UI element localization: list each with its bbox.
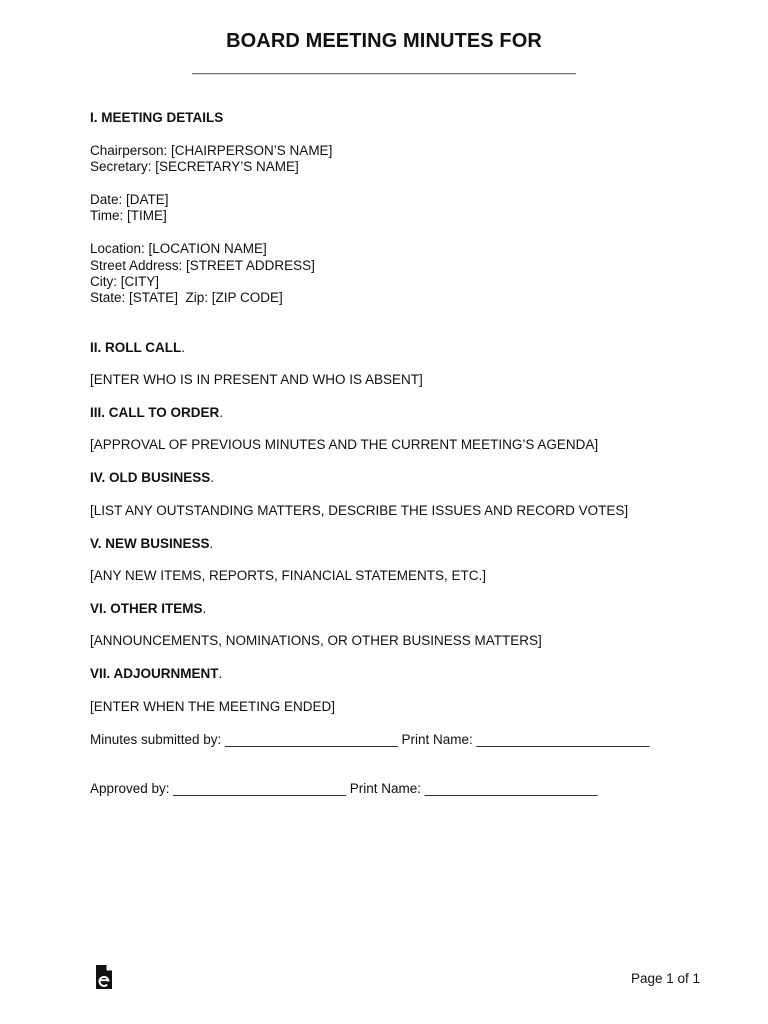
roll-call-heading: II. ROLL CALL [90,340,182,355]
city-line: City: [CITY] [90,274,160,289]
roll-call-heading-row [90,340,185,357]
other-items-dot: . [202,601,207,616]
roll-call-body: [ENTER WHO IS IN PRESENT AND WHO IS ABSENT] [90,372,423,387]
other-items-body: [ANNOUNCEMENTS, NOMINATIONS, OR OTHER BUSINESS MATTERS] [90,633,542,648]
old-business-body: [LIST ANY OUTSTANDING MATTERS, DESCRIBE THE ISSUES AND RECORD VOTES] [90,503,629,518]
secretary-line: Secretary: [SECRETARY’S NAME] [90,159,299,174]
adjournment-body: [ENTER WHEN THE MEETING ENDED] [90,699,336,714]
new-business-heading-row [90,536,213,553]
time-line: Time: [TIME] [90,208,167,223]
new-business-heading: V. NEW BUSINESS [90,536,210,551]
page-number: Page 1 of 1 [630,971,700,986]
state-zip-line: State: [STATE] Zip: [ZIP CODE] [90,290,283,305]
chairperson-line: Chairperson: [CHAIRPERSON’S NAME] [90,143,333,158]
eforms-logo-icon [94,963,114,991]
date-line: Date: [DATE] [90,192,169,207]
document-title-blank: ____________________________________ [191,56,576,77]
roll-call-dot: . [181,340,186,355]
location-line: Location: [LOCATION NAME] [90,241,267,256]
street-address-line: Street Address: [STREET ADDRESS] [90,258,315,273]
old-business-heading-row [90,470,214,487]
approved-by-line: Approved by: _______________________ Print Name: _______________________ [90,781,598,796]
adjournment-heading-row [90,666,222,683]
new-business-dot: . [209,536,214,551]
call-to-order-body: [APPROVAL OF PREVIOUS MINUTES AND THE CURRENT MEETING’S AGENDA] [90,437,599,452]
other-items-heading: VI. OTHER ITEMS [90,601,203,616]
call-to-order-heading-row [90,405,223,422]
other-items-heading-row [90,601,206,618]
document-title: BOARD MEETING MINUTES FOR [226,30,542,52]
old-business-dot: . [210,470,215,485]
meeting-details-heading: I. MEETING DETAILS [90,110,224,125]
adjournment-dot: . [218,666,223,681]
adjournment-heading: VII. ADJOURNMENT [90,666,219,681]
call-to-order-heading: III. CALL TO ORDER [90,405,220,420]
call-to-order-dot: . [219,405,224,420]
minutes-submitted-line: Minutes submitted by: _______________________ Print Name: _______________________ [90,732,650,747]
new-business-body: [ANY NEW ITEMS, REPORTS, FINANCIAL STATEMENTS, ETC.] [90,568,487,583]
old-business-heading: IV. OLD BUSINESS [90,470,211,485]
